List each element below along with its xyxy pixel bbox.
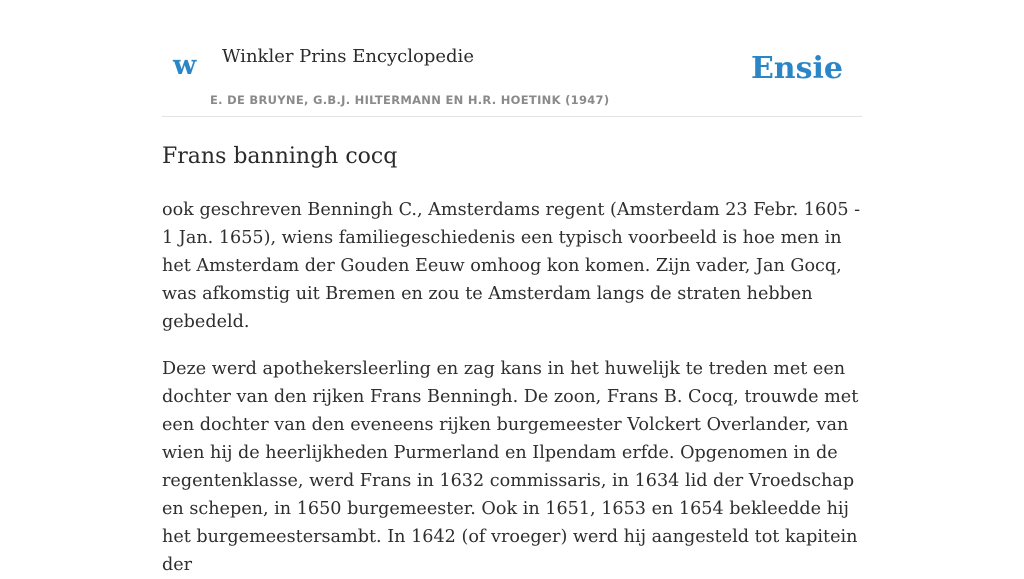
- ensie-brand-logo[interactable]: Ensie: [750, 51, 843, 86]
- site-header: [162, 0, 862, 117]
- publication-logo-icon[interactable]: w: [173, 50, 197, 81]
- article-page: [162, 0, 862, 579]
- article-paragraph: ook geschreven Benningh C., Amsterdams regent (Amsterdam 23 Febr. 1605 - 1 Jan. 1655), wiens familiegeschiedenis een typisch voorbeeld is hoe men in het Amsterdam der Gouden Eeuw omhoog kon komen. Zijn vader, Jan Gocq, was afkomstig uit Bremen en zou te Amsterdam langs de straten hebben gebedeld.: [162, 199, 861, 332]
- article-paragraph: Deze werd apothekersleerling en zag kans in het huwelijk te treden met een dochter van den rijken Frans Benningh. De zoon, Frans B. Cocq, trouwde met een dochter van den eveneens rijken burgemeester Volckert Overlander, van wien hij de heerlijkheden Purmerland en Ilpendam erfde. Opgenomen in de regentenklasse, werd Frans in 1632 commissaris, in 1634 lid der Vroedschap en schepen, in 1650 burgemeester. Ook in 1651, 1653 en 1654 bekleedde hij het burgemeestersambt. In 1642 (of vroeger) werd hij aangesteld tot kapitein der: [162, 358, 859, 575]
- publication-title[interactable]: Winkler Prins Encyclopedie: [222, 46, 474, 67]
- publication-authors: E. DE BRUYNE, G.B.J. HILTERMANN EN H.R. HOETINK (1947): [210, 93, 610, 107]
- article-title: Frans banningh cocq: [162, 144, 398, 169]
